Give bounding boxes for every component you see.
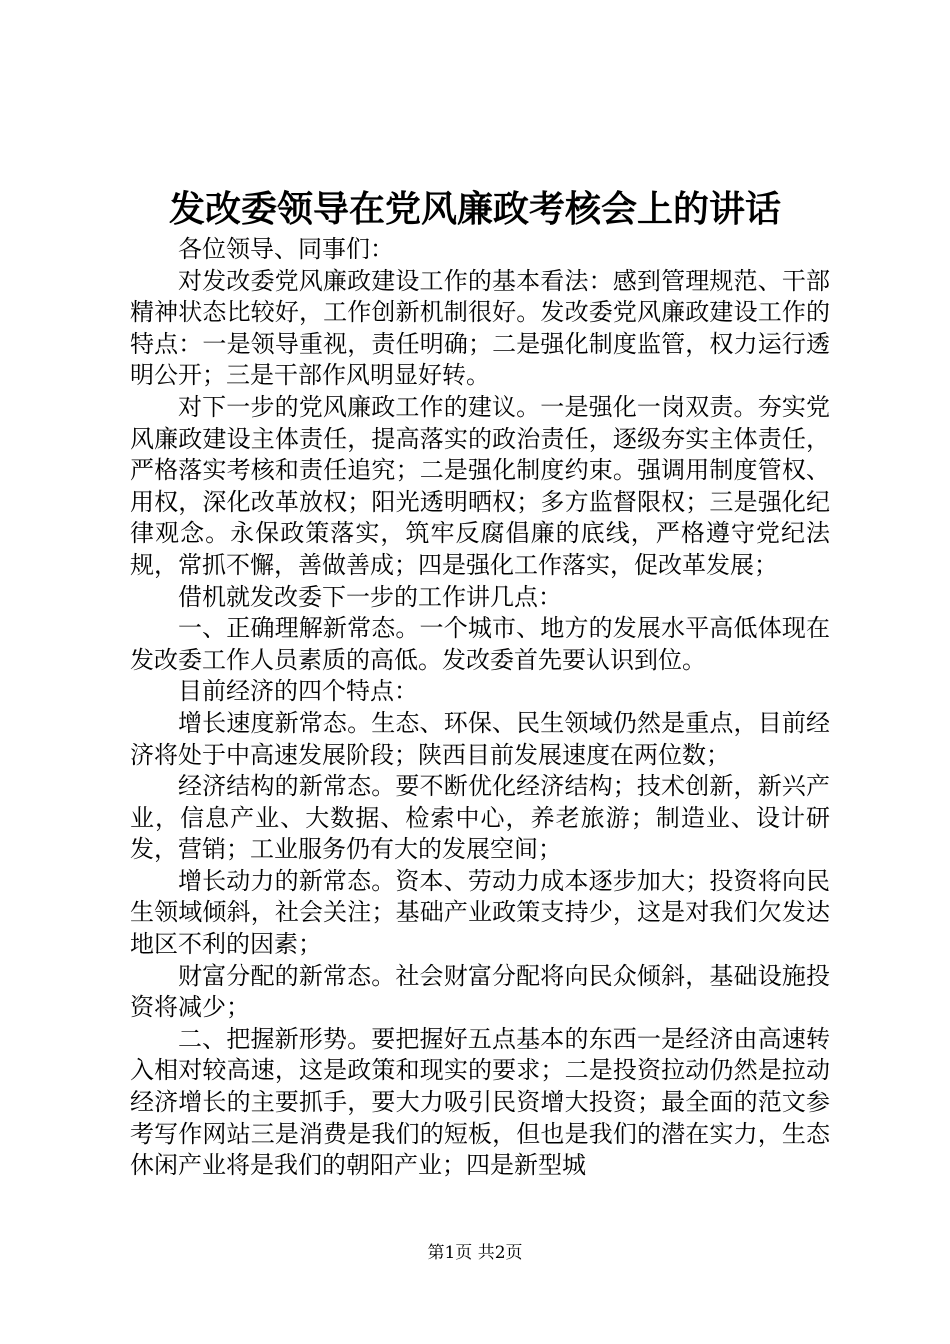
document-title: 发改委领导在党风廉政考核会上的讲话 bbox=[168, 188, 781, 230]
paragraph: 二、把握新形势。要把握好五点基本的东西一是经济由高速转入相对较高速，这是政策和现实的要求；二是投资拉动仍然是拉动经济增长的主要抓手，要大力吸引民资增大投资；最全面的范文参考写作网站三是消费是我们的短板，但也是我们的潜在实力，生态休闲产业将是我们的朝阳产业；四是新型城 bbox=[130, 1024, 830, 1180]
paragraph: 增长动力的新常态。资本、劳动力成本逐步加大；投资将向民生领域倾斜，社会关注；基础产业政策支持少，这是对我们欠发达地区不利的因素； bbox=[130, 866, 830, 959]
paragraph: 对发改委党风廉政建设工作的基本看法：感到管理规范、干部精神状态比较好，工作创新机制很好。发改委党风廉政建设工作的特点：一是领导重视，责任明确；二是强化制度监管，权力运行透明公开；三是干部作风明显好转。 bbox=[130, 266, 830, 390]
paragraph: 对下一步的党风廉政工作的建议。一是强化一岗双责。夯实党风廉政建设主体责任，提高落实的政治责任，逐级夯实主体责任，严格落实考核和责任追究；二是强化制度约束。强调用制度管权、用权，深化改革放权；阳光透明晒权；多方监督限权；三是强化纪律观念。永保政策落实，筑牢反腐倡廉的底线，严格遵守党纪法规，常抓不懈，善做善成；四是强化工作落实，促改革发展； bbox=[130, 392, 830, 579]
document-body bbox=[130, 234, 830, 1182]
paragraph: 目前经济的四个特点： bbox=[178, 677, 418, 706]
paragraph: 财富分配的新常态。社会财富分配将向民众倾斜，基础设施投资将减少； bbox=[130, 961, 830, 1022]
page-number-footer: 第1页 共2页 bbox=[427, 1243, 523, 1263]
paragraph: 增长速度新常态。生态、环保、民生领域仍然是重点，目前经济将处于中高速发展阶段；陕西目前发展速度在两位数； bbox=[130, 708, 830, 769]
paragraph-greeting: 各位领导、同事们： bbox=[178, 235, 394, 263]
paragraph: 借机就发改委下一步的工作讲几点： bbox=[178, 582, 562, 611]
paragraph: 一、正确理解新常态。一个城市、地方的发展水平高低体现在发改委工作人员素质的高低。发改委首先要认识到位。 bbox=[130, 614, 830, 674]
paragraph: 经济结构的新常态。要不断优化经济结构；技术创新，新兴产业，信息产业、大数据、检索中心，养老旅游；制造业、设计研发，营销；工业服务仍有大的发展空间； bbox=[130, 772, 830, 864]
